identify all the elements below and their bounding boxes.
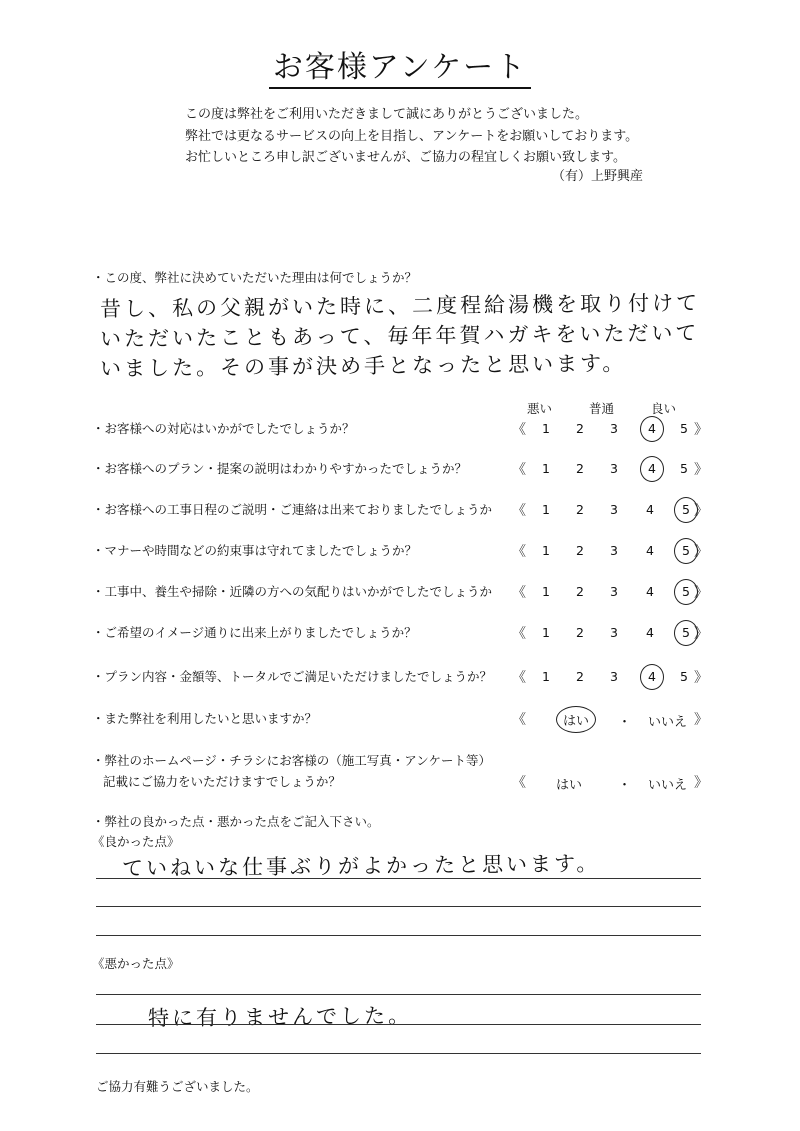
rating-option-4[interactable]: 4	[640, 664, 664, 690]
good-points-answer: ていねいな仕事ぶりがよかったと思います。	[121, 851, 601, 881]
rating-option-4[interactable]: 4	[640, 456, 664, 482]
company-name: （有）上野興産	[552, 169, 644, 184]
q1-answer-line-3: いました。その事が決め手となったと思います。	[99, 351, 627, 381]
rating-option-2[interactable]: 2	[576, 543, 584, 558]
writing-line	[96, 878, 701, 879]
rating-option-2[interactable]: 2	[576, 584, 584, 599]
bracket-close: 》	[694, 422, 708, 438]
rating-scale-2	[512, 459, 712, 483]
rating-question-4: ・マナーや時間などの約束事は守れてましたでしょうか？	[92, 543, 418, 558]
good-points-label: 《良かった点》	[92, 834, 180, 849]
rating-option-3[interactable]: 3	[610, 502, 618, 517]
rating-question-7: ・プラン内容・金額等、トータルでご満足いただけましたでしょうか？	[92, 669, 493, 684]
rating-option-4[interactable]: 4	[646, 625, 654, 640]
bracket-open: 《	[512, 544, 526, 560]
bracket-open: 《	[512, 585, 526, 601]
rating-option-3[interactable]: 3	[610, 669, 618, 684]
bracket-close: 》	[694, 503, 708, 519]
rating-option-5[interactable]: 5	[680, 461, 688, 476]
rating-option-5[interactable]: 5	[680, 421, 688, 436]
bracket-open: 《	[512, 462, 526, 478]
rating-question-3: ・お客様への工事日程のご説明・ご連絡は出来ておりましたでしょうか	[92, 502, 493, 517]
thank-you-footer: ご協力有難うございました。	[96, 1079, 259, 1094]
writing-line	[96, 935, 701, 936]
rating-question-6: ・ご希望のイメージ通りに出来上がりましたでしょうか？	[92, 625, 417, 640]
q1-answer-line-1: 昔し、私の父親がいた時に、二度程給湯機を取り付けて	[99, 290, 701, 322]
bad-points-answer: 特に有りませんでした。	[147, 1003, 413, 1031]
rating-option-4[interactable]: 4	[646, 502, 654, 517]
intro-line-2: 弊社では更なるサービスの向上を目指し、アンケートをお願いしております。	[185, 129, 639, 144]
bracket-open: 《	[512, 775, 526, 791]
bracket-close: 》	[694, 626, 708, 642]
rating-option-1[interactable]: 1	[542, 584, 550, 599]
rating-question-5: ・工事中、養生や掃除・近隣の方への気配りはいかがでしたでしょうか	[92, 584, 493, 599]
bracket-open: 《	[512, 712, 526, 728]
rating-option-5[interactable]: 5	[680, 669, 688, 684]
rating-scale-4	[512, 541, 712, 565]
comments-prompt: ・弊社の良かった点・悪かった点をご記入下さい。	[92, 814, 380, 829]
publish-separator: ・	[618, 778, 632, 793]
reuse-question: ・また弊社を利用したいと思いますか？	[92, 711, 318, 726]
bracket-close: 》	[694, 462, 708, 478]
bracket-close: 》	[694, 544, 708, 560]
rating-option-5[interactable]: 5	[674, 579, 698, 605]
reuse-options	[512, 709, 712, 733]
rating-option-2[interactable]: 2	[576, 461, 584, 476]
rating-scale-7	[512, 667, 712, 691]
bracket-open: 《	[512, 670, 526, 686]
rating-option-1[interactable]: 1	[542, 543, 550, 558]
rating-scale-3	[512, 500, 712, 524]
rating-option-2[interactable]: 2	[576, 625, 584, 640]
rating-option-2[interactable]: 2	[576, 669, 584, 684]
bracket-close: 》	[694, 585, 708, 601]
rating-option-2[interactable]: 2	[576, 421, 584, 436]
intro-line-3: お忙しいところ申し訳ございませんが、ご協力の程宜しくお願い致します。	[185, 150, 626, 165]
bad-points-label: 《悪かった点》	[92, 956, 180, 971]
rating-option-3[interactable]: 3	[610, 461, 618, 476]
bracket-open: 《	[512, 503, 526, 519]
reuse-separator: ・	[618, 715, 632, 730]
rating-option-3[interactable]: 3	[610, 543, 618, 558]
rating-scale-1	[512, 419, 712, 443]
rating-scale-6	[512, 623, 712, 647]
writing-line	[96, 1024, 701, 1025]
rating-option-1[interactable]: 1	[542, 461, 550, 476]
rating-option-4[interactable]: 4	[646, 543, 654, 558]
rating-question-2: ・お客様へのプラン・提案の説明はわかりやすかったでしょうか？	[92, 461, 468, 476]
rating-option-3[interactable]: 3	[610, 421, 618, 436]
publish-yes-option[interactable]: はい	[556, 778, 583, 793]
rating-option-2[interactable]: 2	[576, 502, 584, 517]
intro-line-1: この度は弊社をご利用いただきまして誠にありがとうございました。	[185, 107, 589, 122]
reuse-yes-option[interactable]: はい	[556, 706, 596, 733]
rating-scale-5	[512, 582, 712, 606]
writing-line	[96, 906, 701, 907]
bracket-open: 《	[512, 422, 526, 438]
writing-line	[96, 994, 701, 995]
publish-options	[512, 772, 712, 796]
scale-label-good: 良い	[651, 401, 677, 416]
writing-line	[96, 1053, 701, 1054]
bracket-close: 》	[694, 670, 708, 686]
rating-option-4[interactable]: 4	[640, 416, 664, 442]
rating-option-3[interactable]: 3	[610, 625, 618, 640]
publish-question-line-1: ・弊社のホームページ・チラシにお客様の（施工写真・アンケート等）	[92, 753, 492, 768]
page-title: お客様アンケート	[0, 42, 800, 86]
rating-question-1: ・お客様への対応はいかがでしたでしょうか？	[92, 421, 355, 436]
bracket-close: 》	[694, 775, 708, 791]
rating-option-5[interactable]: 5	[674, 620, 698, 646]
publish-no-option[interactable]: いいえ	[648, 778, 688, 793]
rating-option-1[interactable]: 1	[542, 625, 550, 640]
rating-option-5[interactable]: 5	[674, 497, 698, 523]
rating-option-4[interactable]: 4	[646, 584, 654, 599]
q1-answer-line-2: いただいたこともあって、毎年年賀ハガキをいただいて	[99, 320, 700, 352]
scale-label-normal: 普通	[589, 401, 615, 416]
reuse-no-option[interactable]: いいえ	[648, 715, 688, 730]
publish-question-line-2: 記載にご協力をいただけますでしょうか？	[103, 774, 341, 789]
rating-option-5[interactable]: 5	[674, 538, 698, 564]
rating-option-3[interactable]: 3	[610, 584, 618, 599]
bracket-open: 《	[512, 626, 526, 642]
rating-option-1[interactable]: 1	[542, 669, 550, 684]
scale-label-bad: 悪い	[527, 401, 553, 416]
q1-question: ・この度、弊社に決めていただいた理由は何でしょうか？	[92, 270, 418, 285]
rating-option-1[interactable]: 1	[542, 502, 550, 517]
bracket-close: 》	[694, 712, 708, 728]
rating-option-1[interactable]: 1	[542, 421, 550, 436]
